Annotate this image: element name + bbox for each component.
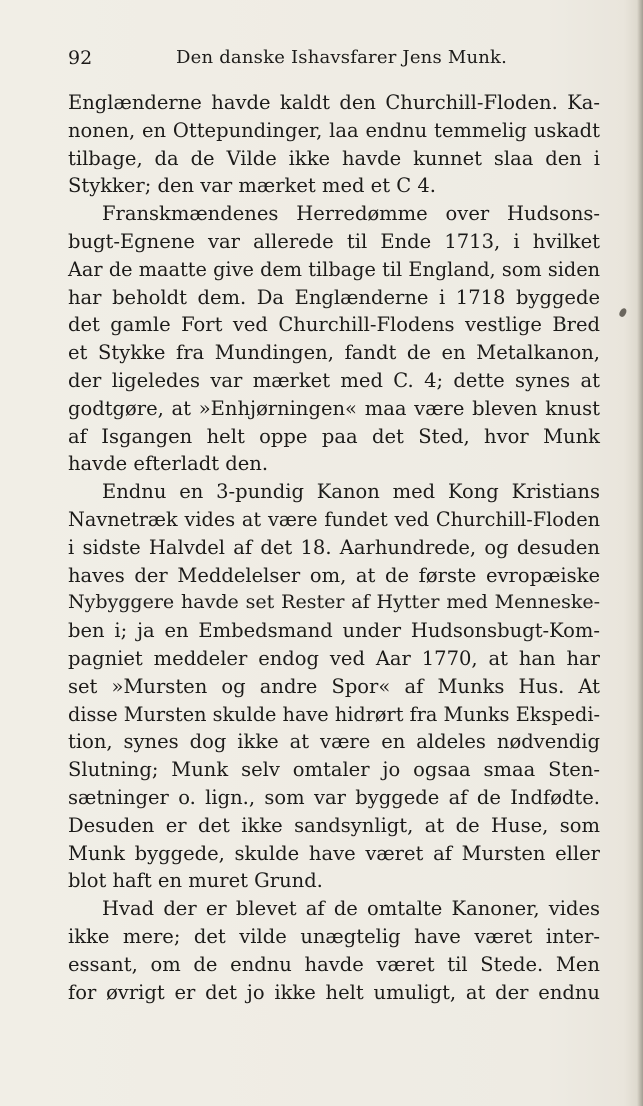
text-line: Franskmændenes Herredømme over Hudsons-: [102, 202, 600, 226]
text-line: der ligeledes var mærket med C. 4; dette synes at: [68, 368, 600, 392]
text-line: af Isgangen helt oppe paa det Sted, hvor Munk: [68, 424, 600, 448]
text-line: Englænderne havde kaldt den Churchill-Floden. Ka-: [68, 91, 600, 114]
paragraph: [68, 478, 600, 895]
page-number: 92: [68, 47, 93, 69]
text-line: tilbage, da de Vilde ikke havde kunnet slaa den i: [68, 146, 600, 170]
text-line: set »Mursten og andre Spor« af Munks Hus. At: [68, 674, 600, 698]
text-line: Nybyggere havde set Rester af Hytter med Menneske-: [68, 591, 600, 614]
text-line: Hvad der er blevet af de omtalte Kanoner, vides: [102, 897, 600, 921]
paragraph: [68, 895, 600, 1006]
page-header: [68, 44, 608, 72]
text-line: sætninger o. lign., som var byggede af de Indfødte.: [68, 785, 600, 809]
text-line: i sidste Halvdel af det 18. Aarhundrede, og desuden: [68, 535, 600, 559]
text-line: har beholdt dem. Da Englænderne i 1718 byggede: [68, 285, 600, 309]
text-line: det gamle Fort ved Churchill-Flodens vestlige Bred: [68, 313, 600, 337]
text-line: Stykker; den var mærket med et C 4.: [68, 174, 436, 198]
text-line: ben i; ja en Embedsmand under Hudsonsbugt-Kom-: [68, 619, 600, 643]
text-line: Slutning; Munk selv omtaler jo ogsaa smaa Sten-: [68, 758, 600, 782]
text-line: nonen, en Ottepundinger, laa endnu temmelig uskadt: [68, 118, 600, 142]
text-line: pagniet meddeler endog ved Aar 1770, at han har: [68, 646, 600, 670]
text-line: Desuden er det ikke sandsynligt, at de Huse, som: [68, 813, 600, 837]
paragraph: [68, 200, 600, 478]
text-line: et Stykke fra Mundingen, fandt de en Metalkanon,: [68, 341, 600, 365]
text-line: Endnu en 3-pundig Kanon med Kong Kristians: [102, 480, 600, 504]
text-line: tion, synes dog ikke at være en aldeles nødvendig: [68, 730, 600, 754]
text-line: haves der Meddelelser om, at de første evropæiske: [68, 563, 600, 587]
text-line: ikke mere; det vilde unægtelig have været inter-: [68, 924, 600, 948]
running-title: Den danske Ishavsfarer Jens Munk.: [176, 47, 508, 68]
text-line: disse Mursten skulde have hidrørt fra Munks Ekspedi-: [68, 702, 600, 726]
text-line: godtgøre, at »Enhjørningen« maa være bleven knust: [68, 396, 600, 420]
text-line: havde efterladt den.: [68, 452, 269, 476]
paragraph: [68, 89, 600, 200]
text-line: Munk byggede, skulde have været af Mursten eller: [68, 841, 600, 865]
page-edge-shadow: [637, 0, 643, 1106]
text-line: Aar de maatte give dem tilbage til England, som siden: [68, 257, 600, 281]
text-line: blot haft en muret Grund.: [68, 869, 323, 893]
text-line: essant, om de endnu havde været til Stede. Men: [68, 952, 600, 976]
text-line: Navnetræk vides at være fundet ved Churchill-Floden: [68, 507, 600, 531]
text-line: bugt-Egnene var allerede til Ende 1713, i hvilket: [68, 229, 600, 253]
body-text: [68, 89, 600, 1006]
ink-blemish: [618, 307, 628, 318]
text-line: for øvrigt er det jo ikke helt umuligt, at der endnu: [68, 980, 600, 1004]
